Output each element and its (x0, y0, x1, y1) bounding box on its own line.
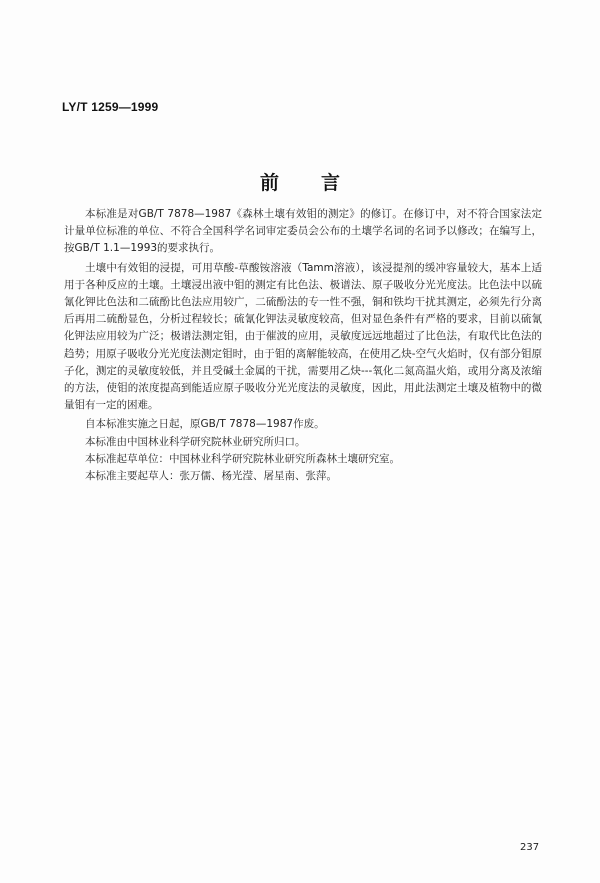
paragraph-drafting-unit: 本标准起草单位：中国林业科学研究院林业研究所森林土壤研究室。 (85, 452, 400, 465)
paragraph-drafters: 本标准主要起草人：张万儒、杨光滢、屠星南、张萍。 (85, 470, 337, 483)
paragraph-administration: 本标准由中国林业科学研究院林业研究所归口。 (85, 435, 306, 448)
paragraph-revision-note: 本标准是对GB/T 7878—1987《森林土壤有效钼的测定》的修订。在修订中，对不符合国家法定计量单位标准的单位、不符合全国科学名词审定委员会公布的土壤学名词的名词予以修改；在编写上，按GB/T 1.1—1993的要求执行。 (64, 208, 542, 255)
page-number: 237 (520, 842, 540, 853)
paragraph-method-overview: 土壤中有效钼的浸提，可用草酸-草酸铵溶液（Tamm溶液），该浸提剂的缓冲容量较大，基本上适用于各种反应的土壤。土壤浸出液中钼的测定有比色法、极谱法、原子吸收分光光度法。比色法中以硫氰化钾比色法和二硫酚比色法应用较广，二硫酚法的专一性不强，铜和铁均干扰其测定，必须先行分离后再用二硫酚显色，分析过程较长；硫氰化钾法灵敏度较高，但对显色条件有严格的要求，目前以硫氰化钾法应用较为广泛；极谱法测定钼，由于催波的应用，灵敏度远远地超过了比色法，有取代比色法的趋势；用原子吸收分光光度法测定钼时，由于钼的离解能较高，在使用乙炔-空气火焰时，仅有部分钼原子化，测定的灵敏度较低，并且受碱土金属的干扰，需要用乙炔---氧化二氮高温火焰，或用分离及浓缩的方法，使钼的浓度提高到能适应原子吸收分光光度法的灵敏度，因此，用此法测定土壤及植物中的微量钼有一定的困难。 (64, 261, 542, 412)
standard-code: LY/T 1259—1999 (62, 100, 159, 114)
page-title: 前言 (259, 172, 382, 194)
foreword-body (64, 206, 542, 485)
paragraph-supersedes: 自本标准实施之日起，原GB/T 7878—1987作废。 (85, 418, 325, 431)
